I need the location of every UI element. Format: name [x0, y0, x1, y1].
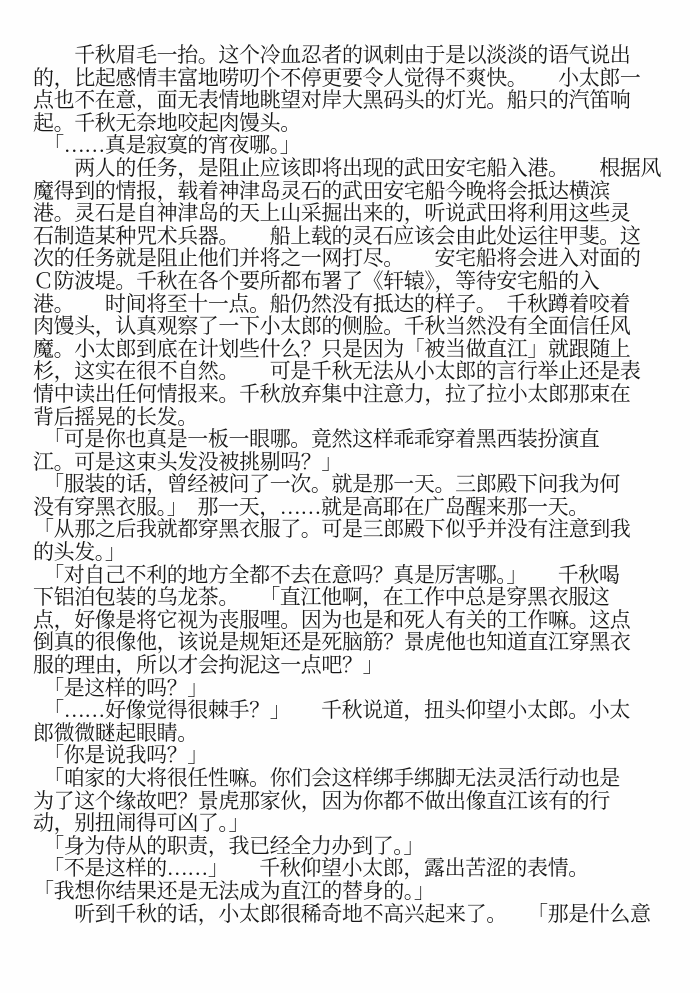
text-line: 没有穿黑衣服。」 那一天，……就是高耶在广岛醒来那一天。: [33, 494, 589, 519]
text-line: 点也不在意，面无表情地眺望对岸大黑码头的灯光。船只的汽笛响: [33, 88, 631, 113]
text-line: 「……好像觉得很棘手？」 千秋说道，扭头仰望小太郎。小太: [33, 698, 630, 723]
text-line: 千秋眉毛一抬。这个冷血忍者的讽刺由于是以淡淡的语气说出: [33, 43, 631, 67]
text-line: 「对自己不利的地方全都不去在意吗？真是厉害哪。」 千秋喝: [33, 562, 620, 587]
text-line: 郎微微瞇起眼睛。: [33, 720, 198, 745]
text-line: 「……真是寂寞的宵夜哪。」: [33, 133, 301, 158]
text-line: 听到千秋的话，小太郎很稀奇地不高兴起来了。 「那是什么意: [33, 901, 651, 926]
text-line: 港。 时间将至十一点。船仍然没有抵达的样子。 千秋蹲着咬着: [33, 291, 630, 316]
text-line: 「从那之后我就都穿黑衣服了。可是三郎殿下似乎并没有注意到我: [33, 517, 631, 542]
text-line: 江。可是这束头发没被挑剔吗？」: [33, 449, 342, 474]
text-line: 两人的任务，是阻止应该即将出现的武田安宅船入港。 根据风: [33, 155, 662, 180]
text-line: 起。千秋无奈地咬起肉馒头。: [33, 110, 301, 135]
text-line: 为了这个缘故吧？景虎那家伙，因为你都不做出像直江该有的行: [33, 788, 610, 813]
text-line: 点，好像是将它视为丧服哩。因为也是和死人有关的工作嘛。这点: [33, 607, 631, 632]
text-line: 魔。小太郎到底在计划些什么？只是因为「被当做直江」就跟随上: [33, 336, 631, 361]
text-line: 「不是这样的……」 千秋仰望小太郎，露出苦涩的表情。: [33, 856, 589, 881]
text-line: 魔得到的情报，载着神津岛灵石的武田安宅船今晚将会抵达横滨: [33, 178, 610, 203]
text-line: 「身为侍从的职责，我已经全力办到了。」: [33, 833, 424, 858]
text-line: 动，别扭闹得可凶了。」: [33, 811, 250, 836]
text-line: 背后摇晃的长发。: [33, 404, 198, 429]
text-line: 「服装的话，曾经被问了一次。就是那一天。三郎殿下问我为何: [33, 472, 620, 497]
text-line: 「可是你也真是一板一眼哪。竟然这样乖乖穿着黑西装扮演直: [33, 427, 600, 452]
text-line: 的头发。」: [33, 540, 126, 565]
text-line: 倒真的很像他，该说是规矩还是死脑筋？景虎他也知道直江穿黑衣: [33, 630, 631, 655]
text-line: 石制造某种咒术兵器。 船上载的灵石应该会由此处运往甲斐。这: [33, 223, 641, 248]
text-line: 「我想你结果还是无法成为直江的替身的。」: [33, 878, 435, 903]
text-line: Ｃ防波堤。千秋在各个要所都布署了《轩辕》，等待安宅船的入: [33, 268, 600, 293]
novel-text-block: [33, 44, 695, 925]
text-line: 的，比起感情丰富地唠叨个不停更要令人觉得不爽快。 小太郎一: [33, 65, 641, 90]
text-line: 「咱家的大将很任性嘛。你们会这样绑手绑脚无法灵活行动也是: [33, 766, 620, 790]
text-line: 杉，这实在很不自然。 可是千秋无法从小太郎的言行举止还是表: [33, 359, 641, 384]
text-line: 「是这样的吗？」: [33, 675, 208, 700]
text-line: 「你是说我吗？」: [33, 743, 208, 768]
text-line: 服的理由，所以才会拘泥这一点吧？」: [33, 653, 384, 678]
text-line: 肉馒头，认真观察了一下小太郎的侧脸。千秋当然没有全面信任风: [33, 314, 631, 339]
text-line: 港。灵石是自神津岛的天上山采掘出来的，听说武田将利用这些灵: [33, 201, 631, 226]
text-line: 下铝泊包装的乌龙茶。 「直江他啊，在工作中总是穿黑衣服这: [33, 585, 610, 610]
text-line: 情中读出任何情报来。千秋放弃集中注意力，拉了拉小太郎那束在: [33, 381, 631, 406]
text-line: 次的任务就是阻止他们并将之一网打尽。 安宅船将会进入对面的: [33, 246, 641, 271]
